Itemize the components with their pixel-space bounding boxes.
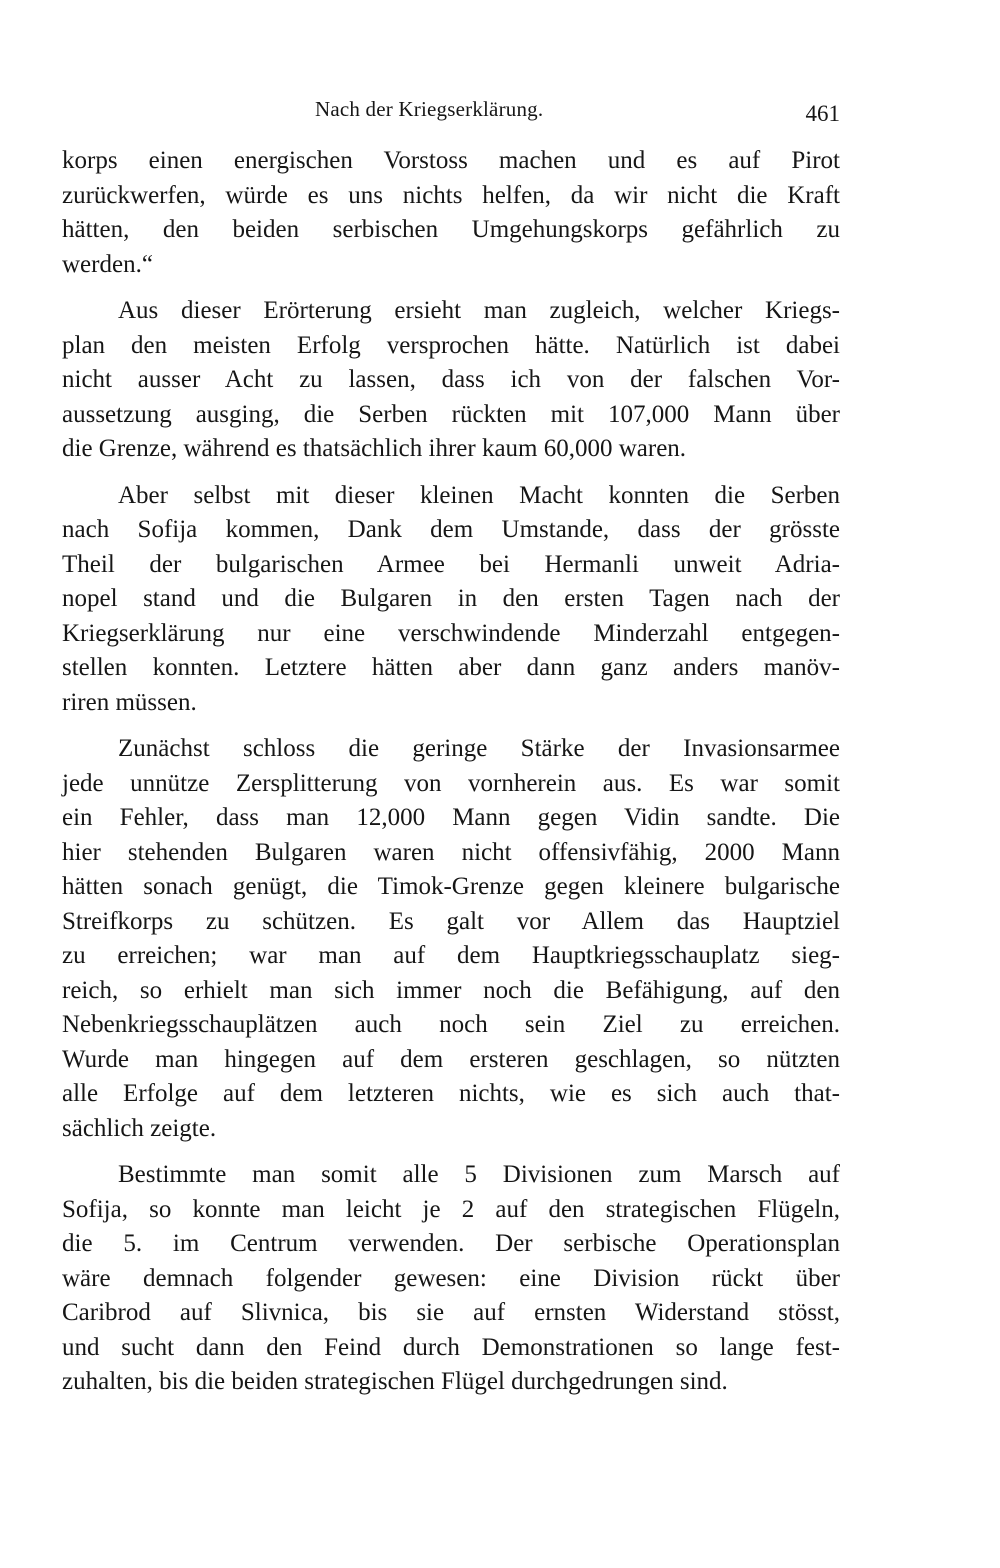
text-line: Bestimmte man somit alle 5 Divisionen zum Marsch auf (118, 1161, 840, 1188)
text-line: zurückwerfen, würde es uns nichts helfen, da wir nicht die Kraft (62, 181, 840, 209)
text-line: die 5. im Centrum verwenden. Der serbische Operationsplan (62, 1230, 840, 1257)
text-line: riren müssen. (62, 688, 197, 716)
text-line: nach Sofija kommen, Dank dem Umstande, dass der grösste (62, 516, 840, 543)
text-line: nicht ausser Acht zu lassen, dass ich von der falschen Vor- (62, 366, 840, 393)
text-line: jede unnütze Zersplitterung von vornherein aus. Es war somit (62, 769, 840, 797)
text-line: hier stehenden Bulgaren waren nicht offensivfähig, 2000 Mann (62, 838, 840, 866)
text-line: aussetzung ausging, die Serben rückten mit 107,000 Mann über (62, 400, 840, 428)
text-line: Kriegserklärung nur eine verschwindende Minderzahl entgegen- (62, 619, 840, 647)
text-line: sächlich zeigte. (62, 1114, 217, 1142)
text-line: Theil der bulgarischen Armee bei Hermanli unweit Adria- (62, 550, 840, 578)
paragraph-spacing (62, 1146, 840, 1158)
text-line: nopel stand und die Bulgaren in den ersten Tagen nach der (62, 585, 840, 612)
paragraph-spacing (62, 720, 840, 732)
text-line: Aus dieser Erörterung ersieht man zugleich, welcher Kriegs- (118, 297, 840, 324)
text-line: hätten, den beiden serbischen Umgehungskorps gefährlich zu (62, 216, 840, 243)
paragraph (62, 144, 840, 282)
paragraph (62, 294, 840, 467)
text-line: und sucht dann den Feind durch Demonstrationen so lange fest- (62, 1333, 840, 1361)
body-text (62, 144, 840, 1400)
text-line: stellen konnten. Letztere hätten aber dann ganz anders manöv- (62, 654, 840, 681)
text-line: Aber selbst mit dieser kleinen Macht konnten die Serben (118, 481, 840, 509)
text-line: werden.“ (62, 250, 153, 278)
text-line: ein Fehler, dass man 12,000 Mann gegen Vidin sandte. Die (62, 804, 840, 831)
text-line: Nebenkriegsschauplätzen auch noch sein Ziel zu erreichen. (62, 1011, 840, 1038)
running-header (62, 95, 840, 129)
paragraph-spacing (62, 467, 840, 479)
paragraph (62, 1158, 840, 1400)
text-line: Sofija, so konnte man leicht je 2 auf den strategischen Flügeln, (62, 1195, 840, 1223)
text-line: Zunächst schloss die geringe Stärke der Invasionsarmee (118, 735, 840, 762)
text-line: zu erreichen; war man auf dem Hauptkriegsschauplatz sieg- (62, 942, 840, 969)
text-line: plan den meisten Erfolg versprochen hätte. Natürlich ist dabei (62, 331, 840, 359)
text-line: wäre demnach folgender gewesen: eine Division rückt über (62, 1264, 840, 1292)
text-line: alle Erfolge auf dem letzteren nichts, wie es sich auch that- (62, 1080, 840, 1107)
text-line: Streifkorps zu schützen. Es galt vor Allem das Hauptziel (62, 907, 840, 935)
text-line: die Grenze, während es thatsächlich ihrer kaum 60,000 waren. (62, 435, 687, 462)
text-line: Wurde man hingegen auf dem ersteren geschlagen, so nützten (62, 1045, 840, 1073)
text-line: zuhalten, bis die beiden strategischen Flügel durchgedrungen sind. (62, 1368, 728, 1395)
paragraph (62, 732, 840, 1146)
text-line: reich, so erhielt man sich immer noch die Befähigung, auf den (62, 976, 840, 1004)
text-line: korps einen energischen Vorstoss machen und es auf Pirot (62, 147, 840, 174)
paragraph (62, 479, 840, 721)
page-number: 461 (805, 101, 840, 126)
text-line: hätten sonach genügt, die Timok-Grenze gegen kleinere bulgarische (62, 873, 840, 900)
text-line: Caribrod auf Slivnica, bis sie auf ernsten Widerstand stösst, (62, 1299, 840, 1326)
paragraph-spacing (62, 282, 840, 294)
running-title: Nach der Kriegserklärung. (315, 97, 544, 121)
